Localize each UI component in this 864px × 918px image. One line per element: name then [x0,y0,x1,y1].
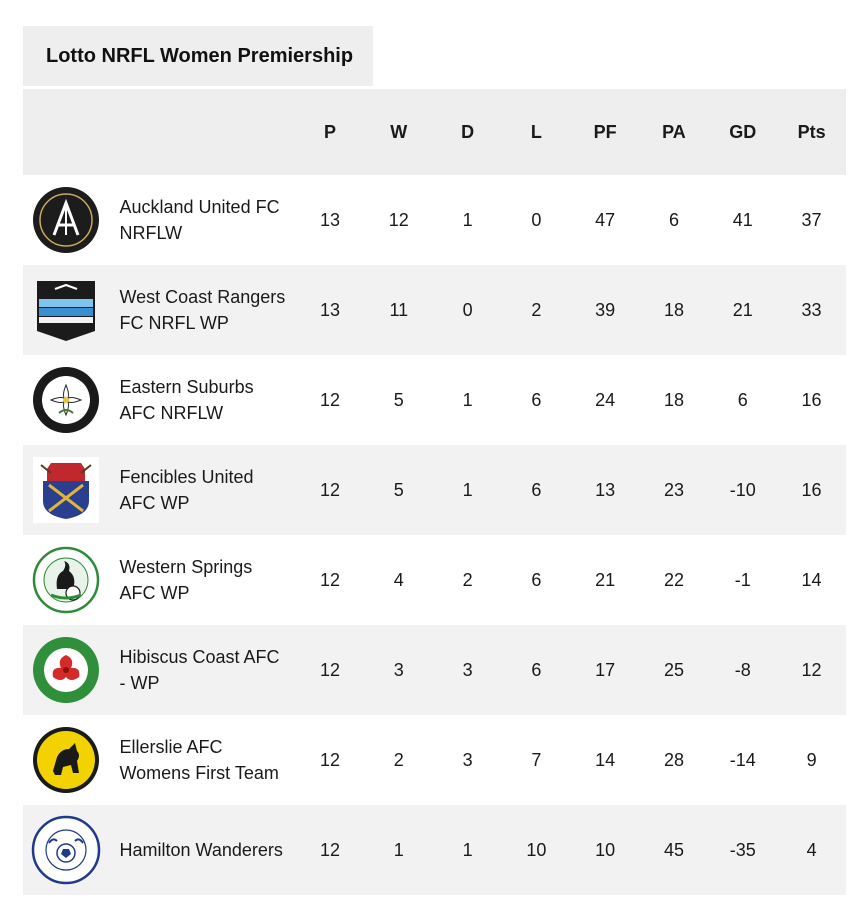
points-value: 16 [801,389,822,410]
points-for-value: 24 [595,389,616,410]
table-header [23,89,846,175]
team-logo[interactable] [23,815,110,885]
team-name[interactable]: Auckland United FC NRFLW [119,197,280,243]
goal-difference-value: 41 [732,209,753,230]
points-value: 4 [806,839,817,860]
points-against-value: 18 [663,299,684,320]
team-logo[interactable] [23,725,110,795]
header-points: Pts [797,121,826,142]
table-row[interactable] [23,535,846,625]
team-logo[interactable] [23,545,110,615]
team-logo[interactable] [23,455,110,525]
header-points-against: PA [662,121,686,142]
lost-value: 6 [531,569,542,590]
points-for-value: 47 [595,209,616,230]
standings-table [23,89,846,895]
won-value: 5 [393,479,404,500]
played-value: 12 [319,479,340,500]
played-value: 12 [319,569,340,590]
table-row[interactable] [23,715,846,805]
drawn-value: 2 [462,569,473,590]
points-against-value: 18 [663,389,684,410]
points-against-value: 28 [663,749,684,770]
team-name[interactable]: Fencibles United AFC WP [119,467,254,513]
played-value: 12 [319,389,340,410]
played-value: 12 [319,839,340,860]
lost-value: 6 [531,479,542,500]
table-row[interactable] [23,175,846,265]
team-name[interactable]: Western Springs AFC WP [119,557,253,603]
western-springs-logo [31,545,101,615]
points-value: 16 [801,479,822,500]
won-value: 11 [389,299,409,320]
played-value: 13 [319,209,340,230]
hamilton-wanderers-logo [31,815,101,885]
won-value: 12 [388,209,409,230]
team-name[interactable]: Ellerslie AFC Womens First Team [119,737,279,783]
points-value: 14 [801,569,822,590]
points-value: 9 [806,749,817,770]
played-value: 13 [319,299,340,320]
won-value: 2 [393,749,404,770]
drawn-value: 1 [462,389,473,410]
fencibles-united-logo [31,455,101,525]
table-row[interactable] [23,625,846,715]
drawn-value: 1 [462,479,473,500]
team-logo[interactable] [23,365,110,435]
won-value: 4 [393,569,404,590]
lost-value: 6 [531,389,542,410]
goal-difference-value: -10 [729,479,756,500]
won-value: 5 [393,389,404,410]
goal-difference-value: -35 [729,839,756,860]
points-against-value: 23 [663,479,684,500]
competition-title-tab[interactable] [23,26,373,86]
points-for-value: 21 [595,569,616,590]
played-value: 12 [319,749,340,770]
header-points-for: PF [593,121,617,142]
lost-value: 2 [531,299,542,320]
header-played: P [323,121,336,142]
table-row[interactable] [23,445,846,535]
points-value: 33 [801,299,822,320]
points-for-value: 14 [595,749,616,770]
table-row[interactable] [23,265,846,355]
team-name[interactable]: Eastern Suburbs AFC NRFLW [119,377,254,423]
eastern-suburbs-logo [31,365,101,435]
lost-value: 6 [531,659,542,680]
header-won: W [390,121,408,142]
points-for-value: 10 [595,839,616,860]
drawn-value: 0 [462,299,473,320]
team-name[interactable]: West Coast Rangers FC NRFL WP [119,287,286,333]
goal-difference-value: -14 [729,749,756,770]
header-lost: L [530,121,542,142]
table-row[interactable] [23,355,846,445]
hibiscus-coast-logo [31,635,101,705]
header-goal-difference: GD [729,121,757,142]
points-value: 37 [801,209,822,230]
drawn-value: 3 [462,749,473,770]
lost-value: 0 [531,209,542,230]
points-for-value: 39 [595,299,616,320]
played-value: 12 [319,659,340,680]
auckland-united-logo [31,185,101,255]
team-name[interactable]: Hibiscus Coast AFC - WP [119,647,280,693]
table-row[interactable] [23,805,846,895]
points-against-value: 6 [668,209,679,230]
west-coast-rangers-logo [31,275,101,345]
team-logo[interactable] [23,275,110,345]
points-against-value: 45 [663,839,684,860]
team-name[interactable]: Hamilton Wanderers [119,840,283,860]
ellerslie-logo [31,725,101,795]
lost-value: 7 [531,749,542,770]
goal-difference-value: 6 [737,389,748,410]
team-logo[interactable] [23,635,110,705]
drawn-value: 1 [462,209,473,230]
goal-difference-value: 21 [732,299,753,320]
points-for-value: 13 [595,479,616,500]
points-against-value: 25 [663,659,684,680]
competition-title: Lotto NRFL Women Premiership [46,44,354,67]
goal-difference-value: -8 [734,659,751,680]
drawn-value: 1 [462,839,473,860]
header-drawn: D [461,121,475,142]
points-value: 12 [801,659,822,680]
won-value: 1 [393,839,404,860]
team-logo[interactable] [23,185,110,255]
drawn-value: 3 [462,659,473,680]
won-value: 3 [393,659,404,680]
goal-difference-value: -1 [734,569,751,590]
lost-value: 10 [526,839,547,860]
points-against-value: 22 [663,569,684,590]
points-for-value: 17 [595,659,616,680]
